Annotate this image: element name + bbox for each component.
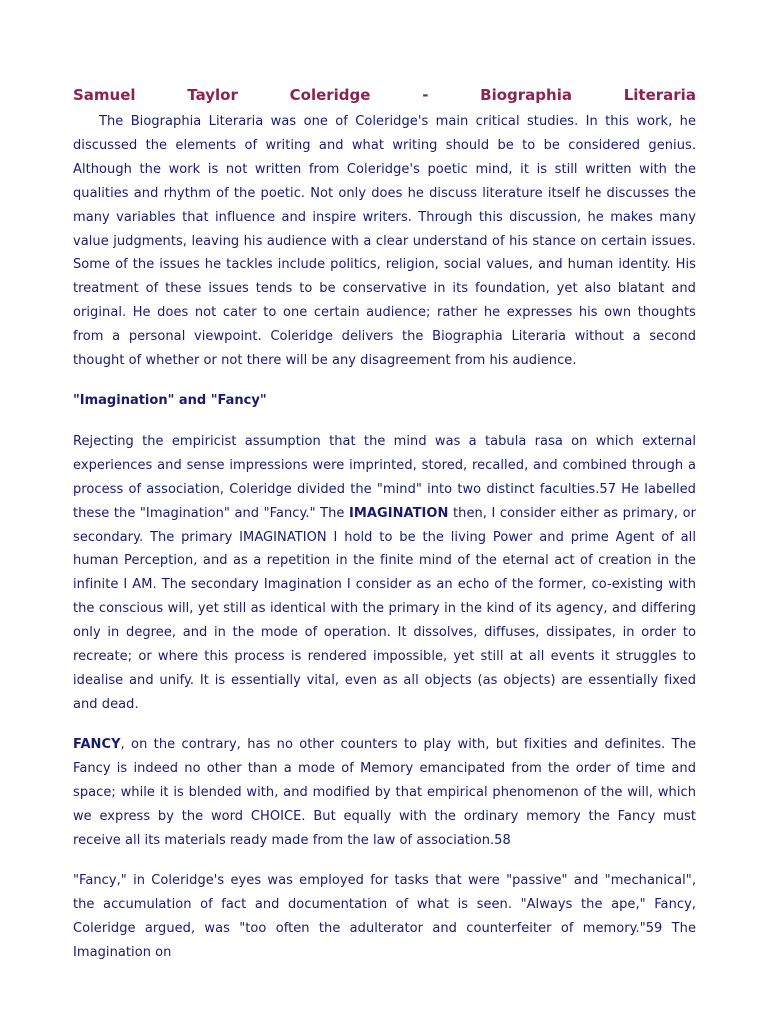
closing-paragraph: "Fancy," in Coleridge's eyes was employed for tasks that were "passive" and "mechanical", the accumulation of fact and documentation of what is seen. "Always the ape," Fancy, Coleridge argued, was "too often the adulterator and counterfeiter of memory."59 The Imagination on: [73, 873, 696, 960]
intro-paragraph: The Biographia Literaria was one of Coleridge's main critical studies. In this work, he discussed the elements of writing and what writing should be to be considered genius. Although the work is not written from Coleridge's poetic mind, it is still written with the qualities and rhythm of the poetic. Not only does he discuss literature itself he discusses the many variables that influence and inspire writers. Through this discussion, he makes many value judgments, leaving his audience with a clear understand of his stance on certain issues. Some of the issues he tackles include politics, religion, social values, and human identity. His treatment of these issues tends to be conservative in its foundation, yet also blatant and original. He does not cater to one certain audience; rather he expresses his own thoughts from a personal viewpoint. Coleridge delivers the Biographia Literaria without a second thought of whether or not there will be any disagreement from his audience.: [73, 114, 696, 369]
title-word: Taylor: [187, 86, 238, 104]
document-page: [73, 84, 696, 981]
imagination-term: IMAGINATION: [349, 505, 449, 521]
imagination-paragraph: [73, 430, 696, 717]
imagination-text-before: Rejecting the empiricist assumption that the mind was a tabula rasa on which external experiences and sense impressions were imprinted, stored, recalled, and combined through a process of association, Coleridge divided the "mind" into two distinct faculties.57 He labelled these the "Imagination" and "Fancy." The: [73, 433, 696, 521]
title-word: Samuel: [73, 86, 136, 104]
title-word: Literaria: [623, 86, 696, 104]
page-title: [73, 84, 696, 106]
fancy-text-after: , on the contrary, has no other counters to play with, but fixities and definites. The Fancy is indeed no other than a mode of Memory emancipated from the order of time and space; while it is blended with, and modified by that empirical phenomenon of the will, which we express by the word CHOICE. But equally with the ordinary memory the Fancy must receive all its materials ready made from the law of association.58: [73, 737, 696, 848]
fancy-paragraph: [73, 733, 696, 853]
title-word: -: [422, 86, 429, 104]
title-word: Coleridge: [289, 86, 371, 104]
fancy-term: FANCY: [73, 737, 121, 753]
title-word: Biographia: [480, 86, 572, 104]
section-heading: "Imagination" and "Fancy": [73, 393, 267, 409]
imagination-text-after: then, I consider either as primary, or secondary. The primary IMAGINATION I hold to be the living Power and prime Agent of all human Perception, and as a repetition in the finite mind of the eternal act of creation in the infinite I AM. The secondary Imagination I consider as an echo of the former, co-existing with the conscious will, yet still as identical with the primary in the kind of its agency, and differing only in degree, and in the mode of operation. It dissolves, diffuses, dissipates, in order to recreate; or where this process is rendered impossible, yet still at all events it struggles to idealise and unify. It is essentially vital, even as all objects (as objects) are essentially fixed and dead.: [73, 505, 696, 712]
